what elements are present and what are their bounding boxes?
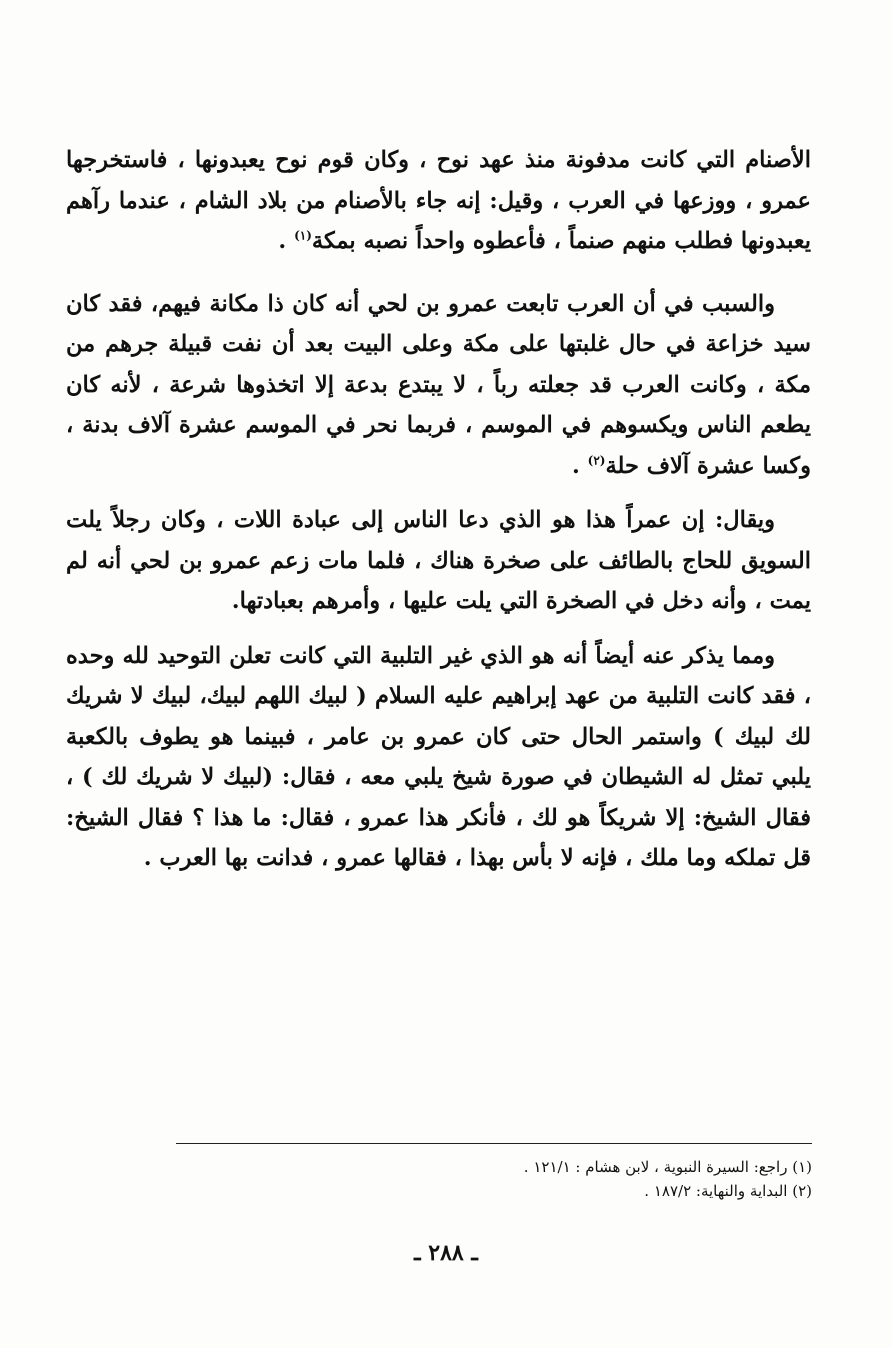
footnote-ref-2[interactable]: (٢) — [587, 453, 606, 467]
footnote-divider — [176, 1143, 812, 1144]
main-text — [66, 140, 811, 879]
footnote-2: (٢) البداية والنهاية: ١٨٧/٢ . — [644, 1182, 812, 1200]
paragraph-2-tail: . — [571, 452, 588, 479]
footnote-ref-1[interactable]: (١) — [294, 228, 312, 243]
paragraph-3 — [66, 500, 811, 622]
paragraph-1-tail: . — [278, 228, 295, 254]
footnote-1: (١) راجع: السيرة النبوية ، لابن هشام : ١٢١/١ . — [523, 1158, 812, 1176]
paragraph-3-text: ويقال: إن عمراً هذا هو الذي دعا الناس إلى عبادة اللات ، وكان رجلاً يلت السويق للحاج بالطائف على صخرة هناك ، فلما مات زعم عمرو بن لحي أنه لم يمت ، وأنه دخل في الصخرة التي يلت عليها ، وأمرهم بعبادتها. — [66, 507, 811, 614]
page-number: ـ ٢٨٨ ـ — [414, 1240, 478, 1266]
paragraph-2 — [66, 284, 811, 487]
paragraph-4 — [66, 636, 811, 879]
footnotes — [176, 1155, 812, 1203]
paragraph-4-text: ومما يذكر عنه أيضاً أنه هو الذي غير التلبية التي كانت تعلن التوحيد لله وحده ، فقد كانت التلبية من عهد إبراهيم عليه السلام ( لبيك اللهم لبيك، لبيك لا شريك لك لبيك ) واستمر الحال حتى كان عمرو بن عامر ، فبينما هو يطوف بالكعبة يلبي تمثل له الشيطان في صورة شيخ يلبي معه ، فقال: (لبيك لا شريك لك ) ، فقال الشيخ: إلا شريكاً هو لك ، فأنكر هذا عمرو ، فقال: ما هذا ؟ فقال الشيخ: قل تملكه وما ملك ، فإنه لا بأس بهذا ، فقالها عمرو ، فدانت بها العرب . — [66, 642, 811, 871]
paragraph-2-text: والسبب في أن العرب تابعت عمرو بن لحي أنه كان ذا مكانة فيهم، فقد كان سيد خزاعة في حال غلبتها على مكة وعلى البيت بعد أن نفت قبيلة جرهم من مكة ، وكانت العرب قد جعلته رباً ، لا يبتدع بدعة إلا اتخذوها شرعة ، لأنه كان يطعم الناس ويكسوهم في الموسم ، فربما نحر في الموسم عشرة آلاف بدنة ، وكسا عشرة آلاف حلة — [66, 290, 811, 479]
paragraph-1 — [66, 140, 811, 262]
paragraph-1-text: الأصنام التي كانت مدفونة منذ عهد نوح ، وكان قوم نوح يعبدونها ، فاستخرجها عمرو ، ووزعها في العرب ، وقيل: إنه جاء بالأصنام من بلاد الشام ، عندما رآهم يعبدونها فطلب منهم صنماً ، فأعطوه واحداً نصبه بمكة — [66, 147, 811, 254]
